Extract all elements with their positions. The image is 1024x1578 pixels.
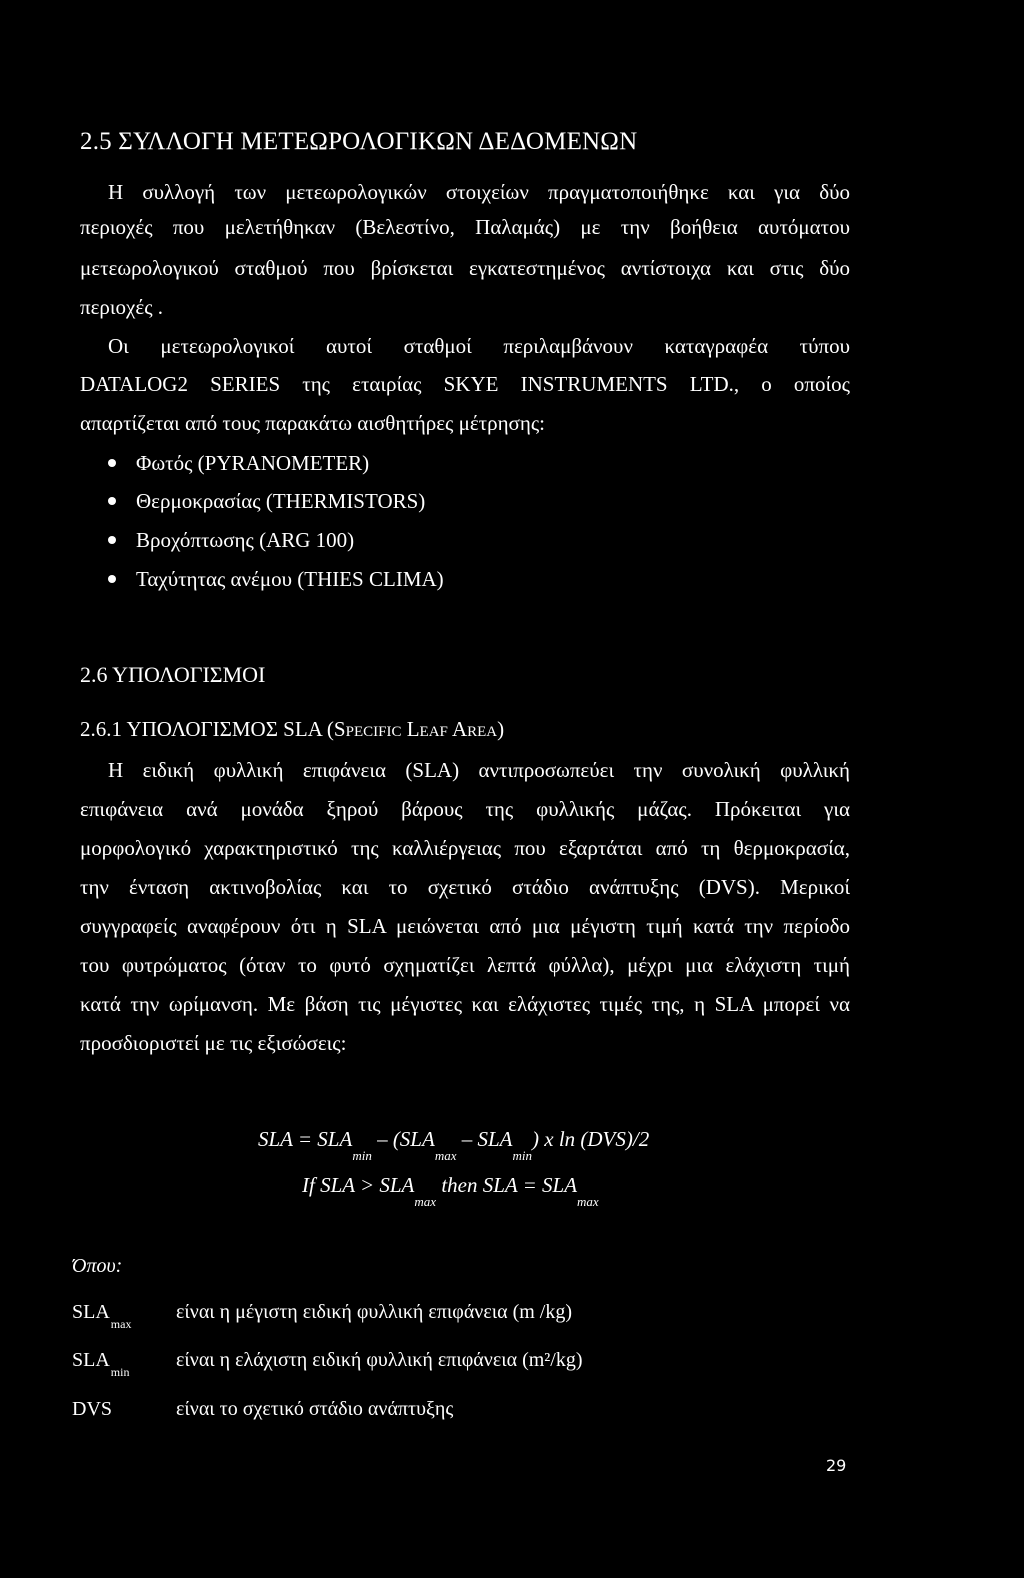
list-item: Βροχόπτωσης (ARG 100) <box>108 528 354 553</box>
paragraph-line: του φυτρώματος (όταν το φυτό σχηματίζει λεπτά φύλλα), μέχρι μια ελάχιστη τιμή <box>80 953 850 977</box>
definition-term: $SLA_{max}$ <box>72 1301 132 1331</box>
list-item: Θερμοκρασίας (THERMISTORS) <box>108 489 425 514</box>
paragraph-line: μετεωρολογικού σταθμού που βρίσκεται εγκατεστημένος αντίστοιχα και στις δύο <box>80 256 850 280</box>
equation-condition: If SLA > $SLA_{max}$ then SLA = $SLA_{max}$ <box>302 1173 599 1209</box>
page-number: 29 <box>826 1456 847 1475</box>
definition-term: $SLA_{min}$ <box>72 1349 130 1379</box>
section-2-5-heading: 2.5 ΣΥΛΛΟΓΗ ΜΕΤΕΩΡΟΛΟΓΙΚΩΝ ΔΕΔΟΜΕΝΩΝ <box>80 128 638 155</box>
paragraph-line: Η συλλογή των μετεωρολογικών στοιχείων πραγματοποιήθηκε και για δύο <box>108 180 850 204</box>
paragraph-line: την ένταση ακτινοβολίας και το σχετικό στάδιο ανάπτυξης (DVS). Μερικοί <box>80 875 850 899</box>
bullet-icon <box>108 575 116 583</box>
paragraph-line: μορφολογικό χαρακτηριστικό της καλλιέργειας που εξαρτάται από τη θερμοκρασία, <box>80 836 850 860</box>
subsection-2-6-1-heading: 2.6.1 ΥΠΟΛΟΓΙΣΜΟΣ SLA (Specific Leaf Area) <box>80 717 505 741</box>
bullet-icon <box>108 536 116 544</box>
definition-text: είναι η μέγιστη ειδική φυλλική επιφάνεια (m /kg) <box>176 1301 573 1323</box>
bullet-icon <box>108 497 116 505</box>
paragraph-line: περιοχές . <box>80 295 164 319</box>
definition-term: DVS <box>72 1398 113 1420</box>
equation-sla: SLA = $SLA_{min} - (SLA_{max} - SLA_{min})$ x ln (DVS)/2 <box>258 1127 650 1163</box>
list-item: Φωτός (PYRANOMETER) <box>108 451 369 476</box>
where-label: Όπου: <box>72 1255 123 1277</box>
bullet-icon <box>108 459 116 467</box>
paragraph-line: περιοχές που μελετήθηκαν (Βελεστίνο, Παλαμάς) με την βοήθεια αυτόματου <box>80 215 850 239</box>
paragraph-line: DATALOG2 SERIES της εταιρίας SKYE INSTRUMENTS LTD., ο οποίος <box>80 372 850 396</box>
paragraph-line: συγγραφείς αναφέρουν ότι η SLA μειώνεται από μια μέγιστη τιμή κατά την περίοδο <box>80 914 850 938</box>
definition-text: είναι το σχετικό στάδιο ανάπτυξης <box>176 1398 454 1420</box>
definition-text: είναι η ελάχιστη ειδική φυλλική επιφάνεια (m²/kg) <box>176 1349 583 1371</box>
paragraph-line: απαρτίζεται από τους παρακάτω αισθητήρες μέτρησης: <box>80 411 546 435</box>
paragraph-line: κατά την ωρίμανση. Με βάση τις μέγιστες και ελάχιστες τιμές της, η SLA μπορεί να <box>80 992 850 1016</box>
paragraph-line: Οι μετεωρολογικοί αυτοί σταθμοί περιλαμβάνουν καταγραφέα τύπου <box>108 334 850 358</box>
paragraph-line: προσδιοριστεί με τις εξισώσεις: <box>80 1031 347 1055</box>
section-2-6-heading: 2.6 ΥΠΟΛΟΓΙΣΜΟΙ <box>80 662 266 687</box>
paragraph-line: Η ειδική φυλλική επιφάνεια (SLA) αντιπροσωπεύει την συνολική φυλλική <box>108 758 850 782</box>
list-item: Ταχύτητας ανέμου (THIES CLIMA) <box>108 567 444 592</box>
paragraph-line: επιφάνεια ανά μονάδα ξηρού βάρους της φυλλικής μάζας. Πρόκειται για <box>80 797 850 821</box>
